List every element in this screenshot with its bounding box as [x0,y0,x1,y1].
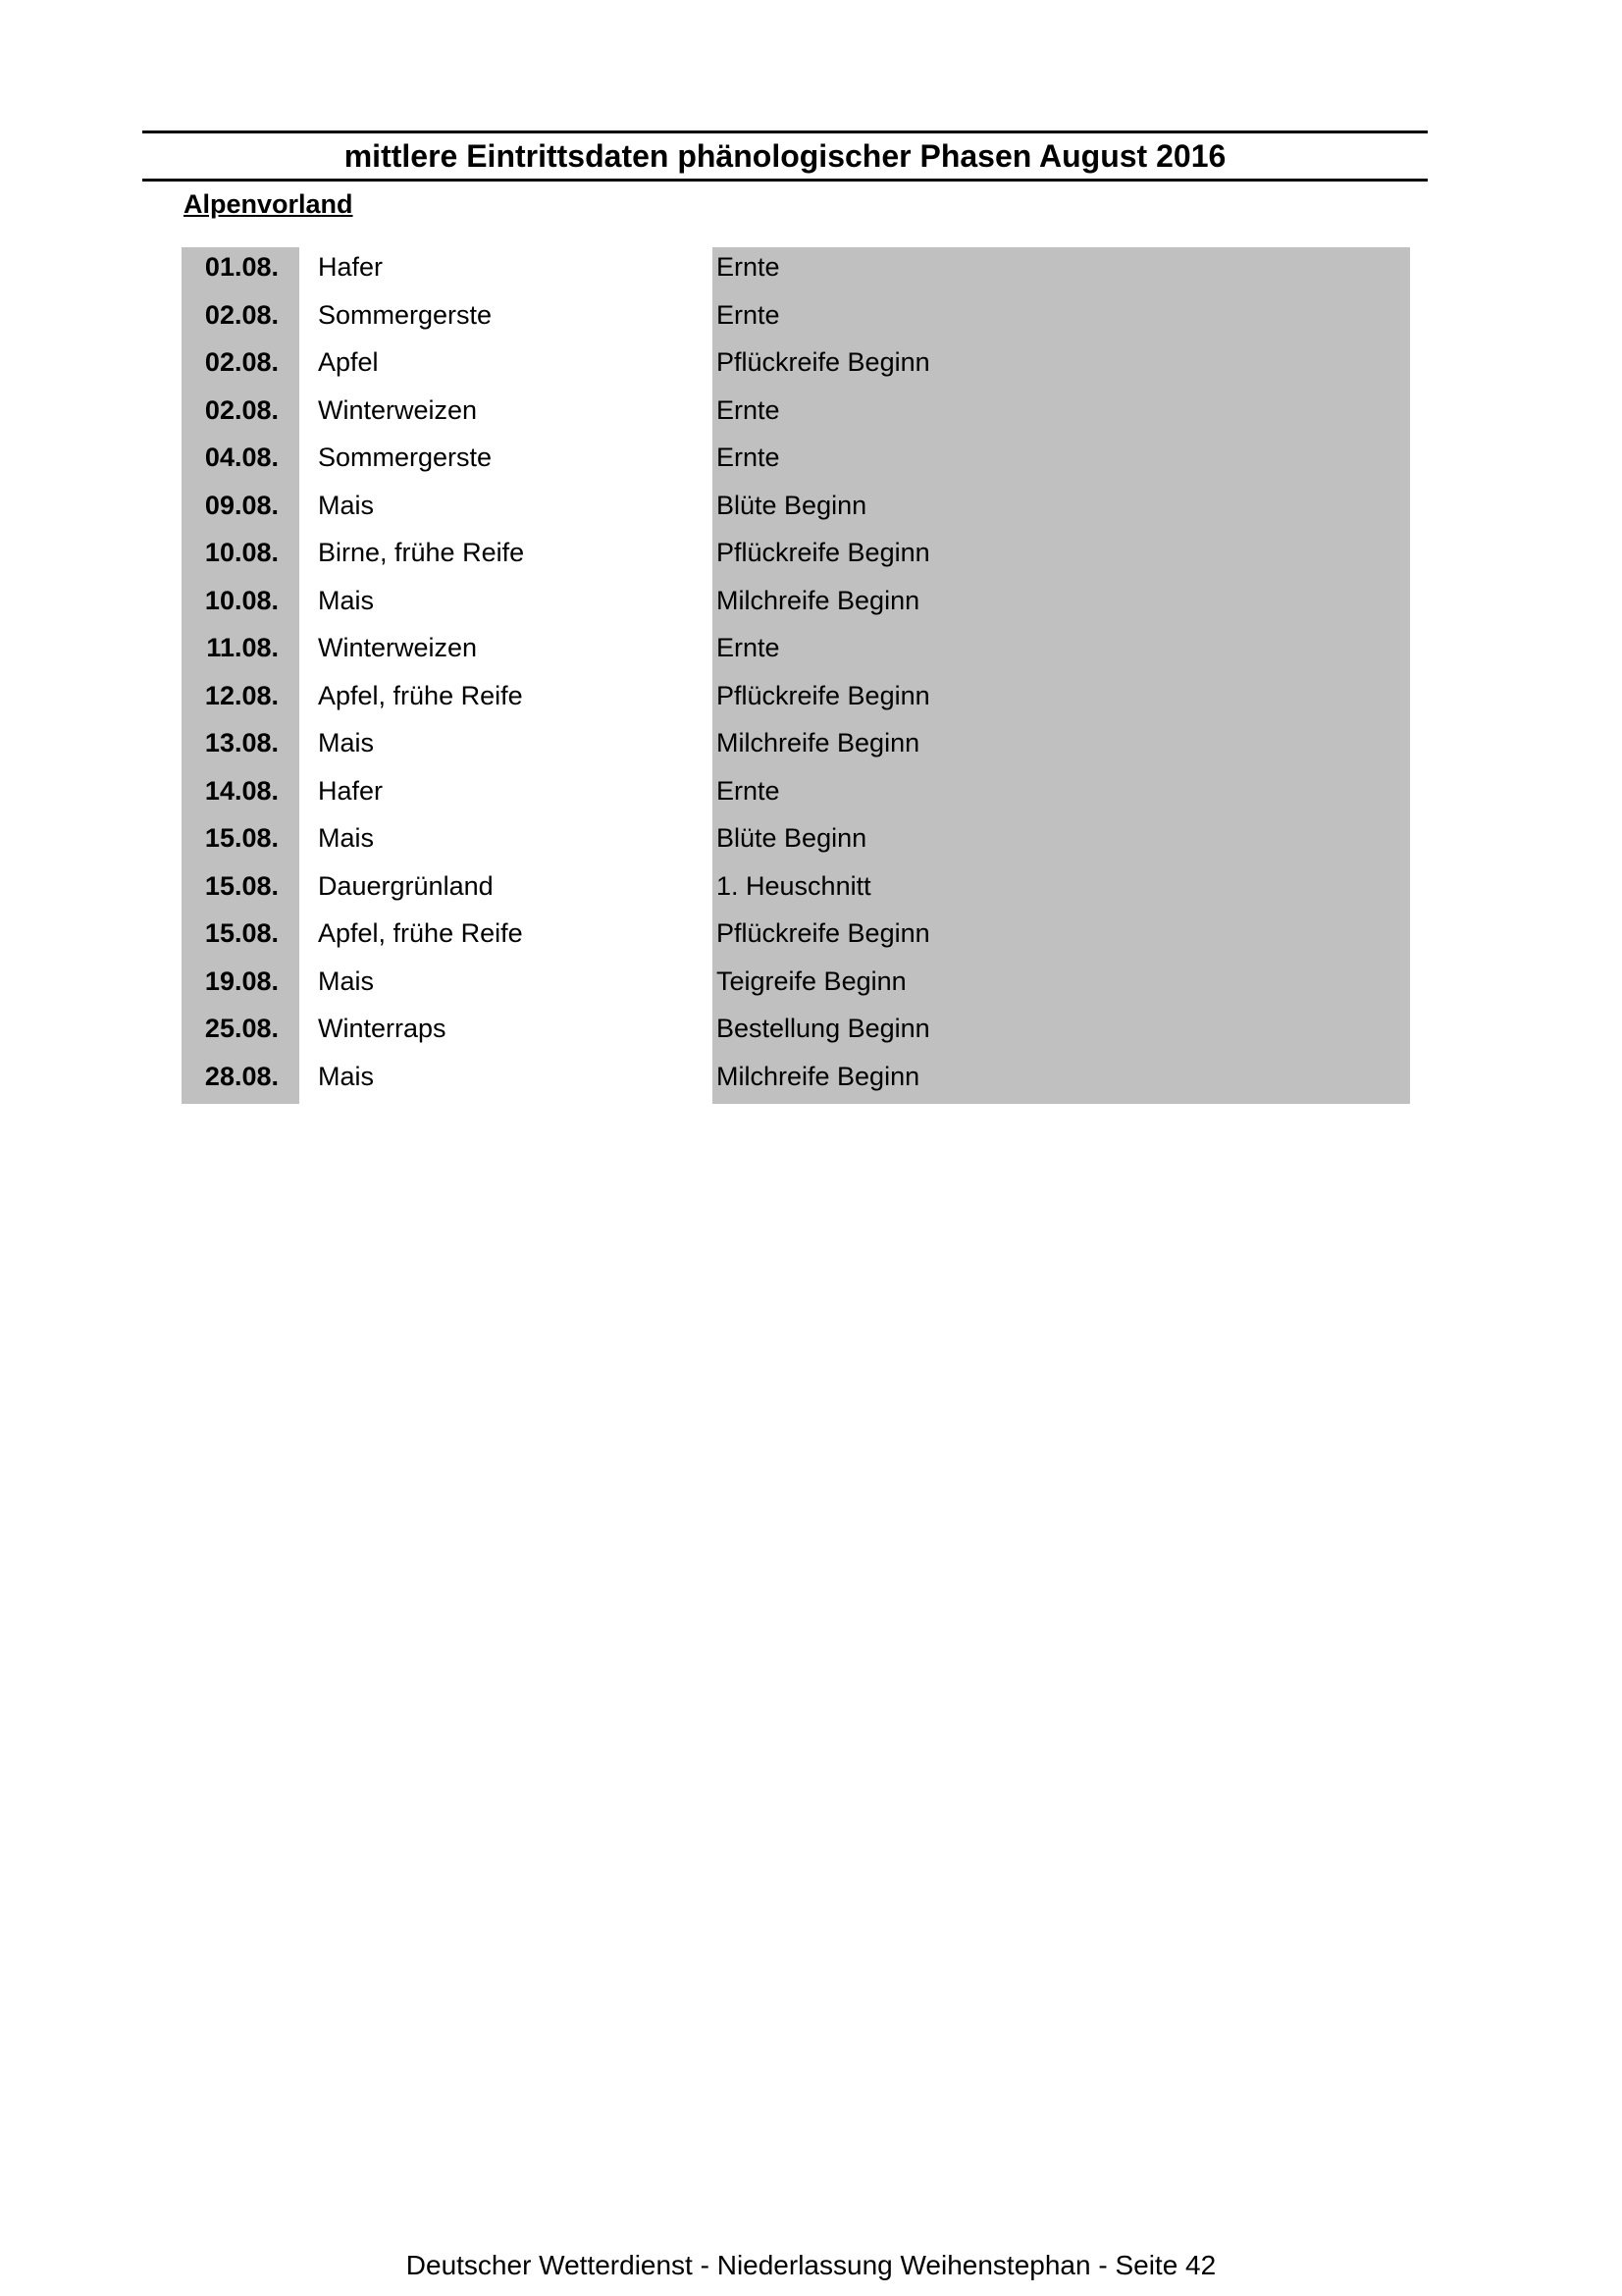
title-rule-top [142,130,1428,133]
table-row [182,438,1410,486]
plant-cell: Winterweizen [318,394,478,425]
page-title: mittlere Eintrittsdaten phänologischer Phasen August 2016 [343,138,1227,174]
date-cell: 02.08. [204,394,279,425]
plant-cell: Mais [318,1061,375,1091]
plant-cell: Mais [318,490,375,520]
plant-cell: Hafer [318,775,384,806]
plant-cell: Birne, frühe Reife [318,538,525,567]
table-row [182,1009,1410,1057]
date-cell: 15.08. [204,823,279,853]
phase-cell: Ernte [716,443,780,472]
table-row [182,771,1410,819]
phase-cell: Milchreife Beginn [716,728,920,757]
table-row [182,391,1410,439]
date-cell: 02.08. [204,347,279,377]
plant-cell: Winterraps [318,1014,446,1043]
phase-cell: Bestellung Beginn [716,1014,930,1043]
date-cell: 13.08. [204,728,279,757]
date-cell: 19.08. [204,965,279,996]
table-row [182,818,1410,866]
phase-cell: Ernte [716,633,780,662]
plant-cell: Winterweizen [318,633,478,662]
date-cell: 02.08. [204,299,279,330]
phase-cell: Ernte [716,775,780,806]
table-row [182,866,1410,914]
phase-cell: Pflückreife Beginn [716,918,930,948]
title-rule-bottom [142,179,1428,182]
phase-cell: Blüte Beginn [716,823,867,853]
table-row [182,581,1410,629]
table-row [182,342,1410,391]
plant-cell: Apfel [318,347,379,377]
page-footer: Deutscher Wetterdienst - Niederlassung Weihenstephan - Seite 42 [405,2250,1217,2280]
date-cell: 01.08. [204,252,279,282]
table-row [182,533,1410,581]
phase-cell: Ernte [716,252,780,282]
date-cell: 09.08. [204,490,279,520]
date-cell: 25.08. [204,1014,279,1043]
date-cell: 11.08. [206,633,279,662]
table-row [182,628,1410,676]
plant-cell: Mais [318,728,375,757]
date-cell: 14.08. [204,775,279,806]
phase-cell: Ernte [716,299,780,330]
region-heading: Alpenvorland [183,189,353,219]
date-cell: 15.08. [204,870,279,901]
date-cell: 15.08. [204,918,279,948]
plant-cell: Hafer [318,252,384,282]
phase-cell: Pflückreife Beginn [716,347,930,377]
table-row [182,676,1410,724]
table-row [182,723,1410,771]
phase-cell: Pflückreife Beginn [716,538,930,567]
phenology-table [182,247,1410,1104]
table-row [182,1057,1410,1105]
plant-cell: Apfel, frühe Reife [318,918,523,948]
plant-cell: Mais [318,823,375,853]
phase-cell: Ernte [716,394,780,425]
plant-cell: Apfel, frühe Reife [318,680,523,710]
date-cell: 04.08. [204,443,279,472]
phase-cell: Pflückreife Beginn [716,680,930,710]
table-row [182,295,1410,343]
date-cell: 28.08. [204,1061,279,1091]
date-cell: 10.08. [204,538,279,567]
plant-cell: Dauergrünland [318,870,494,901]
plant-cell: Mais [318,585,375,615]
table-row [182,962,1410,1010]
date-cell: 10.08. [204,585,279,615]
table-row [182,247,1410,295]
table-row [182,486,1410,534]
date-cell: 12.08. [204,680,279,710]
phase-cell: Milchreife Beginn [716,1061,920,1091]
plant-cell: Mais [318,965,375,996]
plant-cell: Sommergerste [318,299,493,330]
table-row [182,913,1410,962]
phase-cell: Teigreife Beginn [716,965,907,996]
phase-cell: Milchreife Beginn [716,585,920,615]
phase-cell: 1. Heuschnitt [716,870,871,901]
plant-cell: Sommergerste [318,443,493,472]
phase-cell: Blüte Beginn [716,490,867,520]
